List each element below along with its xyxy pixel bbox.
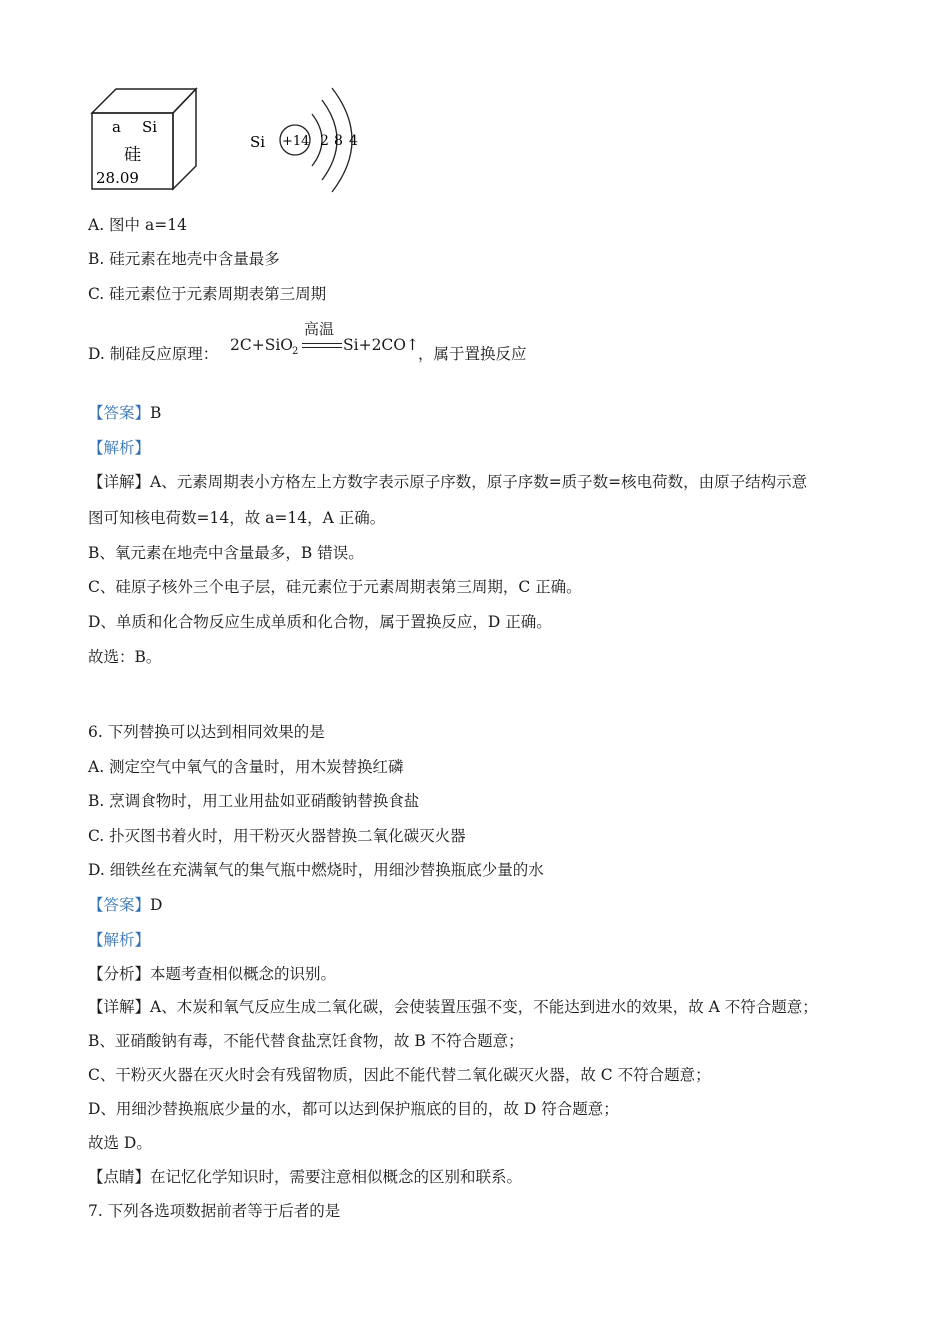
silicon-figure [88, 84, 388, 199]
atom-symbol: Si [250, 133, 266, 151]
answer-tag: 【答案】 [88, 896, 151, 914]
q5-answer [88, 402, 161, 424]
answer-tag: 【答案】 [88, 404, 151, 422]
answer-value: D [150, 896, 163, 914]
cell-symbol: Si [142, 118, 158, 136]
q6-body-line: C、干粉灭火器在灭火时会有残留物质，因此不能代替二氧化碳灭火器，故 C 不符合题意； [88, 1066, 711, 1084]
q6-body-line: B、亚硝酸钠有毒，不能代替食盐烹饪食物，故 B 不符合题意； [88, 1032, 524, 1050]
q6-option-d: D. 细铁丝在充满氧气的集气瓶中燃烧时，用细沙替换瓶底少量的水 [88, 861, 544, 879]
shell-electrons-3: 4 [349, 133, 358, 149]
chemical-equation [230, 318, 430, 366]
equation-condition: 高温 [304, 320, 335, 338]
shell-electrons-2: 8 [334, 133, 343, 149]
q6-body-line: D、用细沙替换瓶底少量的水，都可以达到保护瓶底的目的，故 D 符合题意； [88, 1100, 619, 1118]
q6-stem: 6. 下列替换可以达到相同效果的是 [88, 723, 325, 741]
answer-value: B [150, 404, 162, 422]
q5-analysis-tag: 【解析】 [88, 439, 151, 457]
q6-body-line: 【详解】A、木炭和氧气反应生成二氧化碳，会使装置压强不变，不能达到进水的效果，故 A 不符合题意； [88, 998, 818, 1016]
q5-option-d-prefix: D. 制硅反应原理： [88, 345, 219, 363]
q5-option-b: B. 硅元素在地壳中含量最多 [88, 250, 280, 268]
atomic-structure-diagram [250, 88, 358, 192]
q5-detail-line: D、单质和化合物反应生成单质和化合物，属于置换反应，D 正确。 [88, 613, 552, 631]
cell-mass: 28.09 [96, 169, 139, 187]
equation-right: Si+2CO↑ [343, 336, 419, 354]
equation-left: 2C+SiO [230, 336, 293, 354]
cell-number-symbol: a [112, 118, 121, 136]
q5-option-d-suffix: ，属于置换反应 [418, 345, 527, 363]
q5-detail-line: B、氧元素在地壳中含量最多，B 错误。 [88, 544, 364, 562]
q5-detail-line: C、硅原子核外三个电子层，硅元素位于元素周期表第三周期，C 正确。 [88, 578, 582, 596]
q5-option-a: A. 图中 a=14 [88, 216, 187, 234]
q6-option-c: C. 扑灭图书着火时，用干粉灭火器替换二氧化碳灭火器 [88, 827, 466, 845]
q6-analysis-tag: 【解析】 [88, 931, 151, 949]
equation-double-line [302, 343, 342, 348]
q6-option-a: A. 测定空气中氧气的含量时，用木炭替换红磷 [88, 758, 404, 776]
periodic-table-cell [92, 89, 196, 189]
q5-detail-line: 【详解】A、元素周期表小方格左上方数字表示原子序数，原子序数=质子数=核电荷数，由原子结构示意 [88, 473, 808, 491]
q6-answer [88, 894, 162, 916]
shell-electrons-1: 2 [320, 133, 329, 149]
q5-detail-line: 故选：B。 [88, 648, 162, 666]
q6-body-line: 【点睛】在记忆化学知识时，需要注意相似概念的区别和联系。 [88, 1168, 523, 1186]
cell-name: 硅 [124, 145, 141, 165]
nucleus-charge: +14 [282, 134, 310, 149]
q7-stem: 7. 下列各选项数据前者等于后者的是 [88, 1202, 341, 1220]
equation-subscript: 2 [292, 346, 299, 357]
q5-option-c: C. 硅元素位于元素周期表第三周期 [88, 285, 327, 303]
q6-option-b: B. 烹调食物时，用工业用盐如亚硝酸钠替换食盐 [88, 792, 420, 810]
q6-body-line: 【分析】本题考查相似概念的识别。 [88, 965, 337, 983]
q5-detail-line: 图可知核电荷数=14，故 a=14，A 正确。 [88, 509, 386, 527]
q6-body-line: 故选 D。 [88, 1134, 152, 1152]
